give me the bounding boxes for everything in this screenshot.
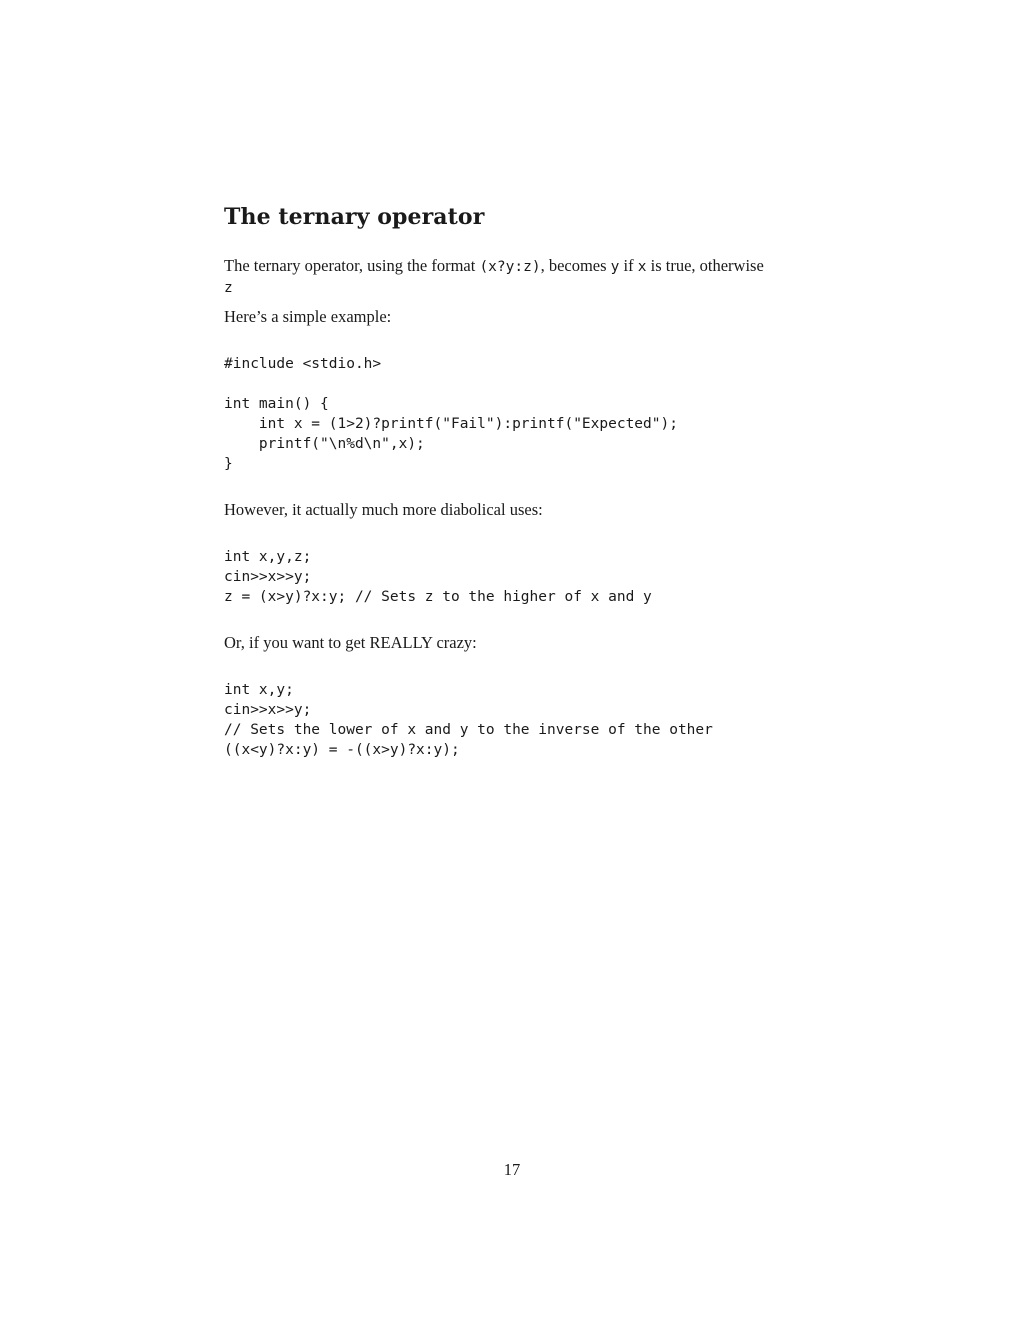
intro-paragraph — [224, 256, 804, 298]
intro-code-x: x — [637, 259, 647, 275]
diabolical-intro: However, it actually much more diabolical uses: — [224, 500, 543, 519]
intro-text-2: , becomes — [540, 256, 611, 275]
code-line: int x,y; — [224, 682, 294, 698]
code-line: int main() { — [224, 396, 329, 412]
code-line: ((x<y)?x:y) = -((x>y)?x:y); — [224, 742, 460, 758]
code-block-include-example — [224, 354, 678, 474]
code-line: printf("\n%d\n",x); — [224, 436, 425, 452]
page-number: 17 — [503, 1160, 521, 1179]
code-line: cin>>x>>y; — [224, 702, 312, 718]
crazy-intro: Or, if you want to get REALLY crazy: — [224, 633, 477, 652]
intro-code-format: (x?y:z) — [479, 259, 541, 275]
code-line: cin>>x>>y; — [224, 569, 312, 585]
code-line: // Sets the lower of x and y to the inverse of the other — [224, 722, 713, 738]
code-line: z = (x>y)?x:y; // Sets z to the higher of x and y — [224, 589, 652, 605]
intro-text-1: The ternary operator, using the format — [224, 256, 480, 275]
section-title: The ternary operator — [224, 204, 485, 230]
code-line: #include <stdio.h> — [224, 356, 382, 372]
code-line — [224, 374, 678, 394]
intro-code-y: y — [610, 259, 620, 275]
intro-text-4: is true, otherwise — [646, 256, 764, 275]
code-line: int x,y,z; — [224, 549, 312, 565]
code-line: int x = (1>2)?printf("Fail"):printf("Expected"); — [224, 416, 678, 432]
code-block-crazy-example — [224, 680, 713, 760]
intro-text-3: if — [619, 256, 638, 275]
code-line: } — [224, 456, 233, 472]
example-intro: Here’s a simple example: — [224, 307, 392, 326]
code-block-higher-example — [224, 547, 652, 607]
intro-code-z: z — [224, 280, 233, 296]
